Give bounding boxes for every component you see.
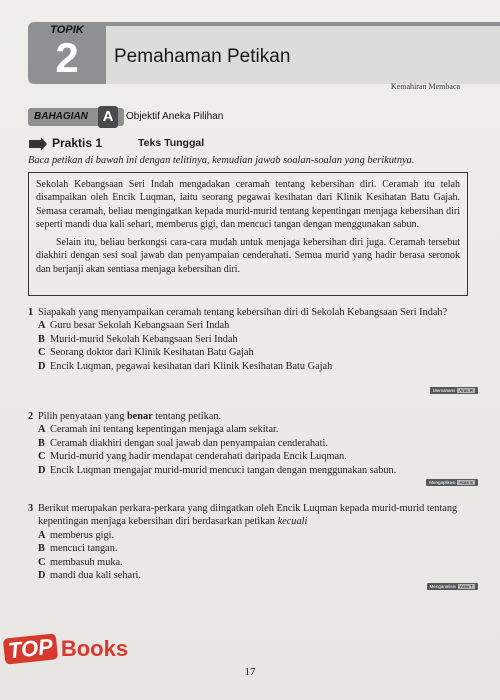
question-number: 3 [28,503,34,514]
question-1 [28,306,478,373]
practice-label: Praktis 1 [52,136,103,150]
option-letter: C [38,556,46,568]
question-3 [28,502,478,582]
option-text: Encik Luqman, pegawai kesihatan dari Klinik Kesihatan Batu Gajah [50,360,333,372]
option-text: mandi dua kali sehari. [50,570,141,582]
option-text: Ceramah ini tentang kepentingan menjaga alam sekitar. [50,424,279,436]
option-b[interactable] [28,542,478,555]
watermark-logo [4,633,129,664]
question-text-post: tentang petikan. [152,411,222,422]
arrow-icon [28,137,48,151]
page-title: Pemahaman Petikan [114,46,291,67]
option-c[interactable] [28,556,478,569]
option-letter: C [38,347,46,359]
option-text: Seorang doktor dari Klinik Kesihatan Batu Gajah [50,347,254,359]
option-letter: D [38,570,46,582]
topic-badge [28,22,106,84]
practice-title: Teks Tunggal [138,137,205,149]
skill-tag [426,479,478,486]
section-letter: A [98,106,118,128]
option-text: memberus gigi. [50,529,115,541]
question-number: 1 [28,307,34,318]
question-text-pre: Berikut merupakan perkara-perkara yang diingatkan oleh Encik Luqman kepada murid-murid tentang kepentingan menjaga kebersihan diri berdasarkan petikan [38,503,458,528]
watermark-top: TOP [3,633,58,664]
passage-paragraph: Selain itu, beliau berkongsi cara-cara mudah untuk menjaga kebersihan diri juga. Ceramah tersebut diakhiri dengan sesi soal jawab dan penyampaian cenderahati. Semua murid yang hadir berasa seronok dan berjanji akan sentiasa menjaga kebersihan diri. [36,237,460,275]
option-text: Encik Luqman mengajar murid-murid mencuci tangan dengan menggunakan sabun. [50,464,397,476]
level-tag: Aras S [459,480,473,485]
option-b[interactable] [28,437,478,450]
section-label: BAHAGIAN [34,111,88,122]
question-text: Siapakah yang menyampaikan ceramah tentang kebersihan diri di Sekolah Kebangsaan Seri Indah? [38,307,448,318]
watermark-books: Books [60,636,129,661]
option-letter: C [38,451,46,463]
option-d[interactable] [28,360,478,373]
skill-tag [430,387,478,394]
question-stem [28,410,478,423]
option-letter: D [38,360,46,372]
skill-label: Kemahiran Membaca [390,82,460,91]
instruction-text: Baca petikan di bawah ini dengan telitinya, kemudian jawab soalan-soalan yang berikutnya. [28,155,415,166]
option-c[interactable] [28,346,478,359]
option-letter: A [38,424,46,436]
option-letter: A [38,320,46,332]
skill-tag-label: Menganalisis [429,584,456,589]
question-text-italic: kecuali [277,516,308,528]
option-d[interactable] [28,464,478,477]
option-text: Murid-murid Sekolah Kebangsaan Seri Indah [50,333,238,345]
section-title: Objektif Aneka Pilihan [126,111,224,122]
question-text-pre: Pilih penyataan yang [38,411,127,422]
question-number: 2 [28,411,34,422]
topic-label: TOPIK [50,24,84,36]
option-letter: B [38,333,45,345]
question-text-bold: benar [126,411,153,422]
question-2 [28,410,478,477]
passage-paragraph: Sekolah Kebangsaan Seri Indah mengadakan ceramah tentang kebersihan diri. Ceramah itu telah disampaikan oleh Encik Luqman, iaitu seorang pegawai kesihatan dari Klinik Kesihatan Batu Gajah. Semasa ceramah, beliau mengingatkan kepada murid-murid tentang kepentingan menjaga kebersihan diri seperti mandi dua kali sehari, memberus gigi, dan mencuci tangan dengan menggunakan sabun. [36,179,460,230]
option-text: Murid-murid yang hadir mendapat cenderahati daripada Encik Luqman. [50,451,347,463]
option-a[interactable] [28,423,478,436]
option-a[interactable] [28,529,478,542]
option-text: Ceramah diakhiri dengan soal jawab dan penyampaian cenderahati. [50,437,328,449]
option-letter: B [38,543,45,555]
level-tag: Aras R [459,388,473,393]
option-b[interactable] [28,333,478,346]
option-letter: D [38,464,46,476]
reading-passage [28,172,468,296]
option-letter: B [38,437,45,449]
option-text: Guru besar Sekolah Kebangsaan Seri Indah [50,320,230,332]
level-tag: Aras T [459,584,473,589]
topic-number: 2 [55,34,79,81]
question-stem [28,502,478,529]
skill-tag [427,583,478,590]
option-c[interactable] [28,450,478,463]
option-d[interactable] [28,569,478,582]
skill-tag-label: Mengaplikasi [429,480,456,485]
page-number: 17 [244,666,256,678]
option-text: membasuh muka. [50,556,123,568]
option-letter: A [38,529,46,541]
option-text: mencuci tangan. [50,543,118,555]
option-a[interactable] [28,319,478,332]
question-stem [28,306,478,319]
skill-tag-label: Memahami [432,388,456,393]
